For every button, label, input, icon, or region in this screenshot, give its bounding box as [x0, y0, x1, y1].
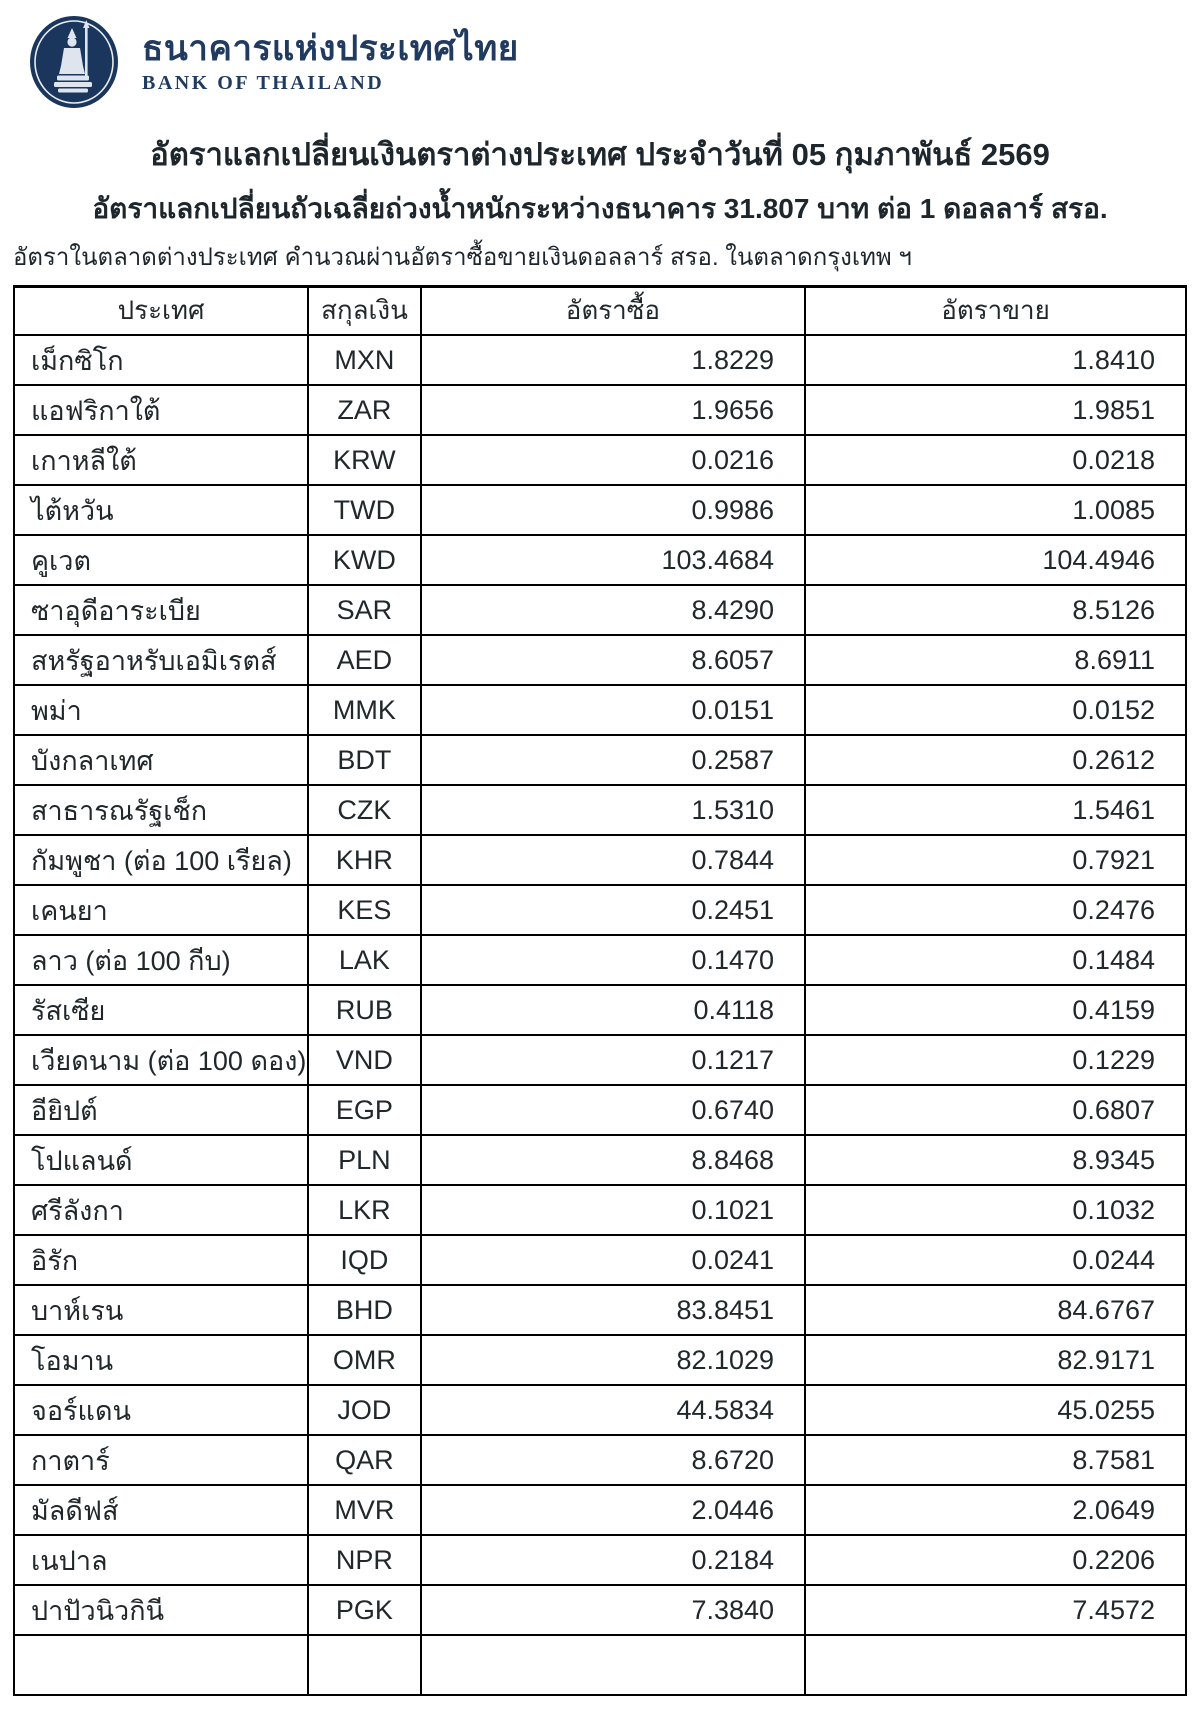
- country-cell: เนปาล: [14, 1535, 308, 1585]
- buying-rate-cell: 8.6720: [421, 1435, 805, 1485]
- currency-code-cell: IQD: [308, 1235, 421, 1285]
- table-row: [14, 1535, 1186, 1585]
- country-cell: มัลดีฟส์: [14, 1485, 308, 1535]
- brand-header: [0, 0, 1200, 110]
- country-cell: รัสเซีย: [14, 985, 308, 1035]
- currency-code-cell: EGP: [308, 1085, 421, 1135]
- currency-code-cell: LKR: [308, 1185, 421, 1235]
- column-header-country: ประเทศ: [14, 286, 308, 335]
- buying-rate-cell: 103.4684: [421, 535, 805, 585]
- selling-rate-cell: 84.6767: [805, 1285, 1186, 1335]
- buying-rate-cell: 0.0151: [421, 685, 805, 735]
- buying-rate-cell: 0.1470: [421, 935, 805, 985]
- selling-rate-cell: 8.7581: [805, 1435, 1186, 1485]
- column-header-currency: สกุลเงิน: [308, 286, 421, 335]
- currency-code-cell: MXN: [308, 335, 421, 385]
- country-cell: เม็กซิโก: [14, 335, 308, 385]
- currency-code-cell: BDT: [308, 735, 421, 785]
- country-cell: อิรัก: [14, 1235, 308, 1285]
- table-row: [14, 1185, 1186, 1235]
- currency-code-cell: MVR: [308, 1485, 421, 1535]
- currency-code-cell: PLN: [308, 1135, 421, 1185]
- selling-rate-cell: 1.0085: [805, 485, 1186, 535]
- buying-rate-cell: 0.7844: [421, 835, 805, 885]
- buying-rate-cell: 0.0241: [421, 1235, 805, 1285]
- selling-rate-cell: 82.9171: [805, 1335, 1186, 1385]
- currency-code-cell: BHD: [308, 1285, 421, 1335]
- column-header-selling-rate: อัตราขาย: [805, 286, 1186, 335]
- selling-rate-cell: 0.4159: [805, 985, 1186, 1035]
- buying-rate-cell: 1.5310: [421, 785, 805, 835]
- table-row: [14, 1285, 1186, 1335]
- table-row: [14, 485, 1186, 535]
- country-cell: ปาปัวนิวกินี: [14, 1585, 308, 1635]
- selling-rate-cell: 8.6911: [805, 635, 1186, 685]
- selling-rate-cell: 8.5126: [805, 585, 1186, 635]
- table-row: [14, 335, 1186, 385]
- country-cell: ลาว (ต่อ 100 กีบ): [14, 935, 308, 985]
- currency-code-cell: JOD: [308, 1385, 421, 1435]
- buying-rate-cell: 44.5834: [421, 1385, 805, 1435]
- buying-rate-cell: 8.6057: [421, 635, 805, 685]
- selling-rate-cell: 1.8410: [805, 335, 1186, 385]
- country-cell: พม่า: [14, 685, 308, 735]
- country-cell: ไต้หวัน: [14, 485, 308, 535]
- buying-rate-cell: 0.2587: [421, 735, 805, 785]
- selling-rate-cell: 0.7921: [805, 835, 1186, 885]
- selling-rate-cell: 8.9345: [805, 1135, 1186, 1185]
- buying-rate-cell: 8.8468: [421, 1135, 805, 1185]
- selling-rate-cell: 1.9851: [805, 385, 1186, 435]
- buying-rate-cell: 7.3840: [421, 1585, 805, 1635]
- page-subtitle: อัตราแลกเปลี่ยนถัวเฉลี่ยถ่วงน้ำหนักระหว่างธนาคาร 31.807 บาท ต่อ 1 ดอลลาร์ สรอ.: [92, 192, 1108, 224]
- table-row: [14, 785, 1186, 835]
- buying-rate-cell: 0.2451: [421, 885, 805, 935]
- table-row: [14, 1135, 1186, 1185]
- table-row: [14, 435, 1186, 485]
- buying-rate-cell: 1.9656: [421, 385, 805, 435]
- currency-code-cell: SAR: [308, 585, 421, 635]
- country-cell: คูเวต: [14, 535, 308, 585]
- country-cell: สาธารณรัฐเช็ก: [14, 785, 308, 835]
- table-row: [14, 385, 1186, 435]
- table-row: [14, 1385, 1186, 1435]
- selling-rate-cell: 104.4946: [805, 535, 1186, 585]
- table-row: [14, 1235, 1186, 1285]
- buying-rate-cell: 0.4118: [421, 985, 805, 1035]
- selling-rate-cell: 2.0649: [805, 1485, 1186, 1535]
- currency-code-cell: MMK: [308, 685, 421, 735]
- exchange-rate-table: [13, 285, 1187, 1697]
- currency-code-cell: KES: [308, 885, 421, 935]
- table-row-partial-cutoff: [14, 1635, 1186, 1695]
- currency-code-cell: QAR: [308, 1435, 421, 1485]
- table-row: [14, 885, 1186, 935]
- table-row: [14, 585, 1186, 635]
- buying-rate-cell: 1.8229: [421, 335, 805, 385]
- country-cell: เวียดนาม (ต่อ 100 ดอง): [14, 1035, 308, 1085]
- brand-names: [142, 29, 519, 94]
- selling-rate-cell: [805, 1635, 1186, 1695]
- selling-rate-cell: 0.6807: [805, 1085, 1186, 1135]
- buying-rate-cell: 0.9986: [421, 485, 805, 535]
- table-row: [14, 1035, 1186, 1085]
- table-row: [14, 835, 1186, 885]
- exchange-rate-table-wrap: [13, 285, 1187, 1697]
- market-note: อัตราในตลาดต่างประเทศ คำนวณผ่านอัตราซื้อขายเงินดอลลาร์ สรอ. ในตลาดกรุงเทพ ฯ: [13, 243, 912, 271]
- buying-rate-cell: 2.0446: [421, 1485, 805, 1535]
- table-row: [14, 985, 1186, 1035]
- currency-code-cell: OMR: [308, 1335, 421, 1385]
- table-row: [14, 1435, 1186, 1485]
- selling-rate-cell: 45.0255: [805, 1385, 1186, 1435]
- currency-code-cell: RUB: [308, 985, 421, 1035]
- buying-rate-cell: 0.6740: [421, 1085, 805, 1135]
- country-cell: ซาอุดีอาระเบีย: [14, 585, 308, 635]
- buying-rate-cell: 0.1217: [421, 1035, 805, 1085]
- buying-rate-cell: [421, 1635, 805, 1695]
- selling-rate-cell: 0.0218: [805, 435, 1186, 485]
- table-row: [14, 1485, 1186, 1535]
- selling-rate-cell: 1.5461: [805, 785, 1186, 835]
- buying-rate-cell: 83.8451: [421, 1285, 805, 1335]
- column-header-buying-rate: อัตราซื้อ: [421, 286, 805, 335]
- country-cell: [14, 1635, 308, 1695]
- selling-rate-cell: 0.0244: [805, 1235, 1186, 1285]
- currency-code-cell: VND: [308, 1035, 421, 1085]
- table-row: [14, 685, 1186, 735]
- bank-of-thailand-emblem-icon: [28, 14, 120, 110]
- currency-code-cell: AED: [308, 635, 421, 685]
- country-cell: เกาหลีใต้: [14, 435, 308, 485]
- country-cell: สหรัฐอาหรับเอมิเรตส์: [14, 635, 308, 685]
- country-cell: กัมพูชา (ต่อ 100 เรียล): [14, 835, 308, 885]
- country-cell: บังกลาเทศ: [14, 735, 308, 785]
- table-header-row: [14, 286, 1186, 335]
- table-row: [14, 935, 1186, 985]
- selling-rate-cell: 0.1484: [805, 935, 1186, 985]
- country-cell: แอฟริกาใต้: [14, 385, 308, 435]
- currency-code-cell: LAK: [308, 935, 421, 985]
- currency-code-cell: [308, 1635, 421, 1695]
- currency-code-cell: CZK: [308, 785, 421, 835]
- buying-rate-cell: 0.1021: [421, 1185, 805, 1235]
- buying-rate-cell: 8.4290: [421, 585, 805, 635]
- buying-rate-cell: 0.0216: [421, 435, 805, 485]
- table-row: [14, 635, 1186, 685]
- selling-rate-cell: 0.1229: [805, 1035, 1186, 1085]
- country-cell: โอมาน: [14, 1335, 308, 1385]
- selling-rate-cell: 0.2206: [805, 1535, 1186, 1585]
- country-cell: โปแลนด์: [14, 1135, 308, 1185]
- table-row: [14, 1335, 1186, 1385]
- country-cell: อียิปต์: [14, 1085, 308, 1135]
- bank-name-english: BANK OF THAILAND: [142, 71, 385, 94]
- country-cell: จอร์แดน: [14, 1385, 308, 1435]
- selling-rate-cell: 0.2476: [805, 885, 1186, 935]
- page-title: อัตราแลกเปลี่ยนเงินตราต่างประเทศ ประจำวันที่ 05 กุมภาพันธ์ 2569: [150, 137, 1050, 172]
- table-row: [14, 1085, 1186, 1135]
- buying-rate-cell: 82.1029: [421, 1335, 805, 1385]
- country-cell: บาห์เรน: [14, 1285, 308, 1335]
- table-row: [14, 735, 1186, 785]
- currency-code-cell: TWD: [308, 485, 421, 535]
- selling-rate-cell: 0.1032: [805, 1185, 1186, 1235]
- currency-code-cell: ZAR: [308, 385, 421, 435]
- selling-rate-cell: 0.0152: [805, 685, 1186, 735]
- country-cell: กาตาร์: [14, 1435, 308, 1485]
- selling-rate-cell: 7.4572: [805, 1585, 1186, 1635]
- bank-name-thai: ธนาคารแห่งประเทศไทย: [142, 29, 519, 69]
- currency-code-cell: NPR: [308, 1535, 421, 1585]
- buying-rate-cell: 0.2184: [421, 1535, 805, 1585]
- country-cell: เคนยา: [14, 885, 308, 935]
- currency-code-cell: KWD: [308, 535, 421, 585]
- table-row: [14, 535, 1186, 585]
- currency-code-cell: KHR: [308, 835, 421, 885]
- currency-code-cell: KRW: [308, 435, 421, 485]
- country-cell: ศรีลังกา: [14, 1185, 308, 1235]
- table-row: [14, 1585, 1186, 1635]
- currency-code-cell: PGK: [308, 1585, 421, 1635]
- selling-rate-cell: 0.2612: [805, 735, 1186, 785]
